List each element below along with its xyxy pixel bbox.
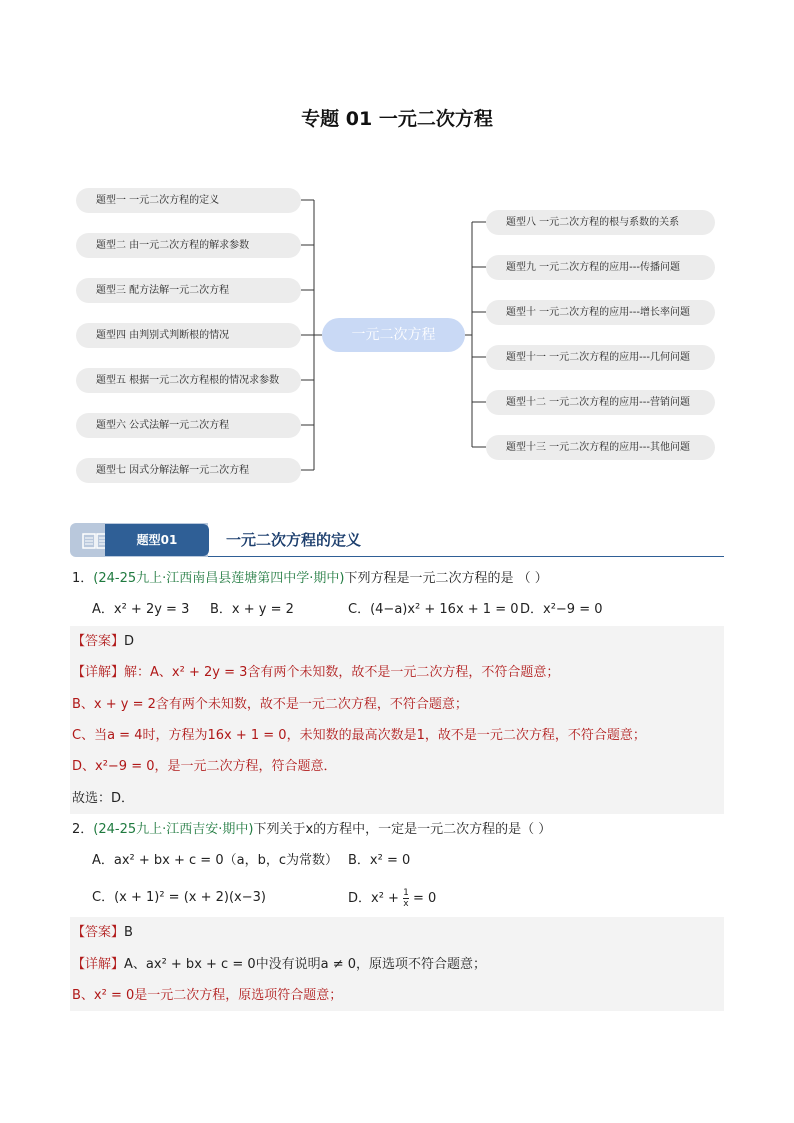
fraction: $\frac{1}{x}$ [403,888,409,909]
option-b: B．x² = 0 [348,853,411,868]
topic-node-3: 题型三 配方法解一元二次方程 [76,278,301,303]
answer-line [72,923,133,943]
answer-label: 【答案】 [72,925,125,940]
option-d: D．x² + $\frac{1}{x}$ = 0 [348,888,437,909]
detail-line-4: D、x²−9 = 0，是一元二次方程，符合题意． [72,759,337,774]
section-divider [208,556,724,557]
option-d: D．x²−9 = 0 [520,602,603,617]
topic-node-6: 题型六 公式法解一元二次方程 [76,413,301,438]
topic-node-10: 题型十 一元二次方程的应用---增长率问题 [486,300,715,325]
section-title: 一元二次方程的定义 [226,531,362,549]
topic-node-12: 题型十二 一元二次方程的应用---营销问题 [486,390,715,415]
conclusion-line: 故选：D． [72,791,135,806]
option-b: B．x + y = 2 [210,602,294,617]
topic-node-8: 题型八 一元二次方程的根与系数的关系 [486,210,715,235]
detail-label: 【详解】 [72,665,125,680]
question-number: 2． [72,822,94,837]
question-stem: 下列方程是一元二次方程的是 （ ） [344,571,548,586]
section-header [70,523,724,557]
page-title: 专题 01 一元二次方程 [301,108,493,130]
answer-line [72,632,134,652]
question-1 [72,569,548,589]
topic-node-9: 题型九 一元二次方程的应用---传播问题 [486,255,715,280]
mind-map [0,180,794,500]
option-c: C．(x + 1)² = (x + 2)(x−3) [92,890,266,905]
answer-panel [70,626,724,814]
question-source: (24-25九上·江西吉安·期中) [93,822,254,837]
option-a: A．x² + 2y = 3 [92,602,190,617]
option-a: A．ax² + bx + c = 0（a，b，c为常数） [92,853,338,868]
topic-node-1: 题型一 一元二次方程的定义 [76,188,301,213]
mind-map-center: 一元二次方程 [322,318,465,352]
question-source: (24-25九上·江西南昌县莲塘第四中学·期中) [93,571,345,586]
answer-value: D [124,634,135,649]
detail-line-1: 【详解】A、ax² + bx + c = 0中没有说明a ≠ 0，原选项不符合题意； [72,957,487,972]
topic-node-5: 题型五 根据一元二次方程根的情况求参数 [76,368,301,393]
answer-label: 【答案】 [72,634,125,649]
topic-node-13: 题型十三 一元二次方程的应用---其他问题 [486,435,715,460]
topic-node-7: 题型七 因式分解法解一元二次方程 [76,458,301,483]
section-badge: 题型01 [105,524,209,556]
option-c: C．(4−a)x² + 16x + 1 = 0 [348,602,519,617]
detail-line-1: 【详解】解：A、x² + 2y = 3含有两个未知数，故不是一元二次方程，不符合题意； [72,665,560,680]
detail-line-3: C、当a = 4时，方程为16x + 1 = 0，未知数的最高次数是1，故不是一元二次方程，不符合题意； [72,728,646,743]
question-stem: 下列关于x的方程中，一定是一元二次方程的是（ ） [253,822,552,837]
detail-line-2: B、x + y = 2含有两个未知数，故不是一元二次方程，不符合题意； [72,697,468,712]
detail-label: 【详解】 [72,957,125,972]
question-number: 1． [72,571,94,586]
topic-node-4: 题型四 由判别式判断根的情况 [76,323,301,348]
answer-value: B [124,925,133,940]
detail-line-2: B、x² = 0是一元二次方程，原选项符合题意； [72,988,343,1003]
topic-node-11: 题型十一 一元二次方程的应用---几何问题 [486,345,715,370]
question-2 [72,820,551,840]
topic-node-2: 题型二 由一元二次方程的解求参数 [76,233,301,258]
